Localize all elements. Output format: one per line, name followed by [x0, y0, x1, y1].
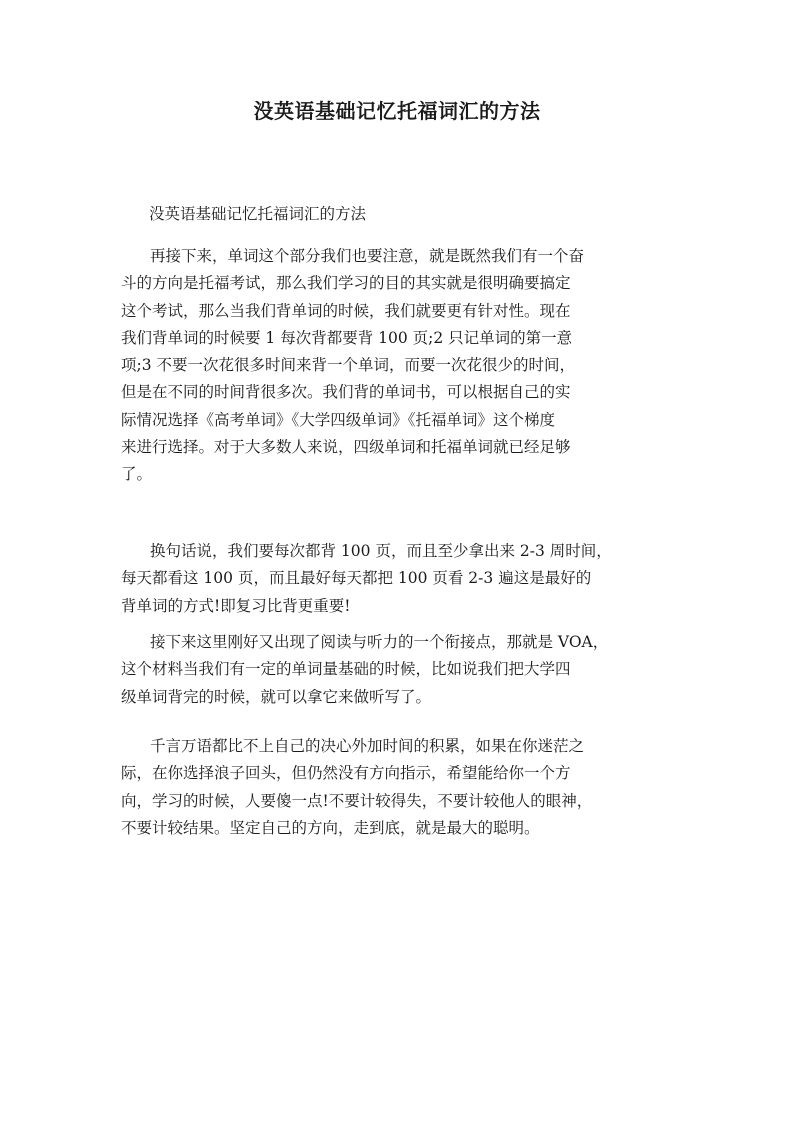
paragraph-line: 但是在不同的时间背很多次。我们背的单词书，可以根据自己的实	[121, 383, 571, 402]
paragraph-line: 斗的方向是托福考试，那么我们学习的目的其实就是很明确要搞定	[121, 274, 571, 293]
paragraph-4	[121, 733, 701, 842]
paragraph-line: 了。	[121, 465, 153, 484]
paragraph-1	[121, 243, 701, 489]
document-subtitle: 没英语基础记忆托福词汇的方法	[149, 205, 367, 223]
paragraph-line: 际情况选择《高考单词》《大学四级单词》《托福单词》这个梯度	[121, 410, 556, 429]
paragraph-line: 再接下来，单词这个部分我们也要注意，就是既然我们有一个奋	[150, 247, 585, 265]
paragraph-line: 我们背单词的时候要 1 每次背都要背 100 页;2 只记单词的第一意	[121, 328, 573, 347]
paragraph-line: 千言万语都比不上自己的决心外加时间的积累，如果在你迷茫之	[150, 737, 585, 755]
paragraph-line: 这个材料当我们有一定的单词量基础的时候，比如说我们把大学四	[121, 660, 571, 679]
paragraph-line: 级单词背完的时候，就可以拿它来做听写了。	[121, 687, 432, 706]
paragraph-line: 际，在你选择浪子回头，但仍然没有方向指示，希望能给你一个方	[121, 764, 571, 783]
paragraph-line: 换句话说，我们要每次都背 100 页，而且至少拿出来 2-3 周时间，	[150, 542, 612, 560]
paragraph-3	[121, 629, 701, 711]
document-title: 没英语基础记忆托福词汇的方法	[253, 99, 541, 123]
paragraph-line: 不要计较结果。坚定自己的方向，走到底，就是最大的聪明。	[121, 818, 540, 837]
paragraph-line: 向，学习的时候，人要傻一点!不要计较得失，不要计较他人的眼神，	[121, 791, 593, 810]
paragraph-line: 项;3 不要一次花很多时间来背一个单词，而要一次花很少的时间，	[121, 356, 576, 375]
paragraph-line: 来进行选择。对于大多数人来说，四级单词和托福单词就已经足够	[121, 438, 571, 457]
paragraph-line: 接下来这里刚好又出现了阅读与听力的一个衔接点，那就是 VOA，	[150, 633, 609, 651]
paragraph-line: 这个考试，那么当我们背单词的时候，我们就要更有针对性。现在	[121, 301, 571, 320]
paragraph-2	[121, 538, 701, 620]
paragraph-line: 背单词的方式!即复习比背更重要!	[121, 596, 351, 615]
paragraph-line: 每天都看这 100 页，而且最好每天都把 100 页看 2-3 遍这是最好的	[121, 569, 592, 588]
